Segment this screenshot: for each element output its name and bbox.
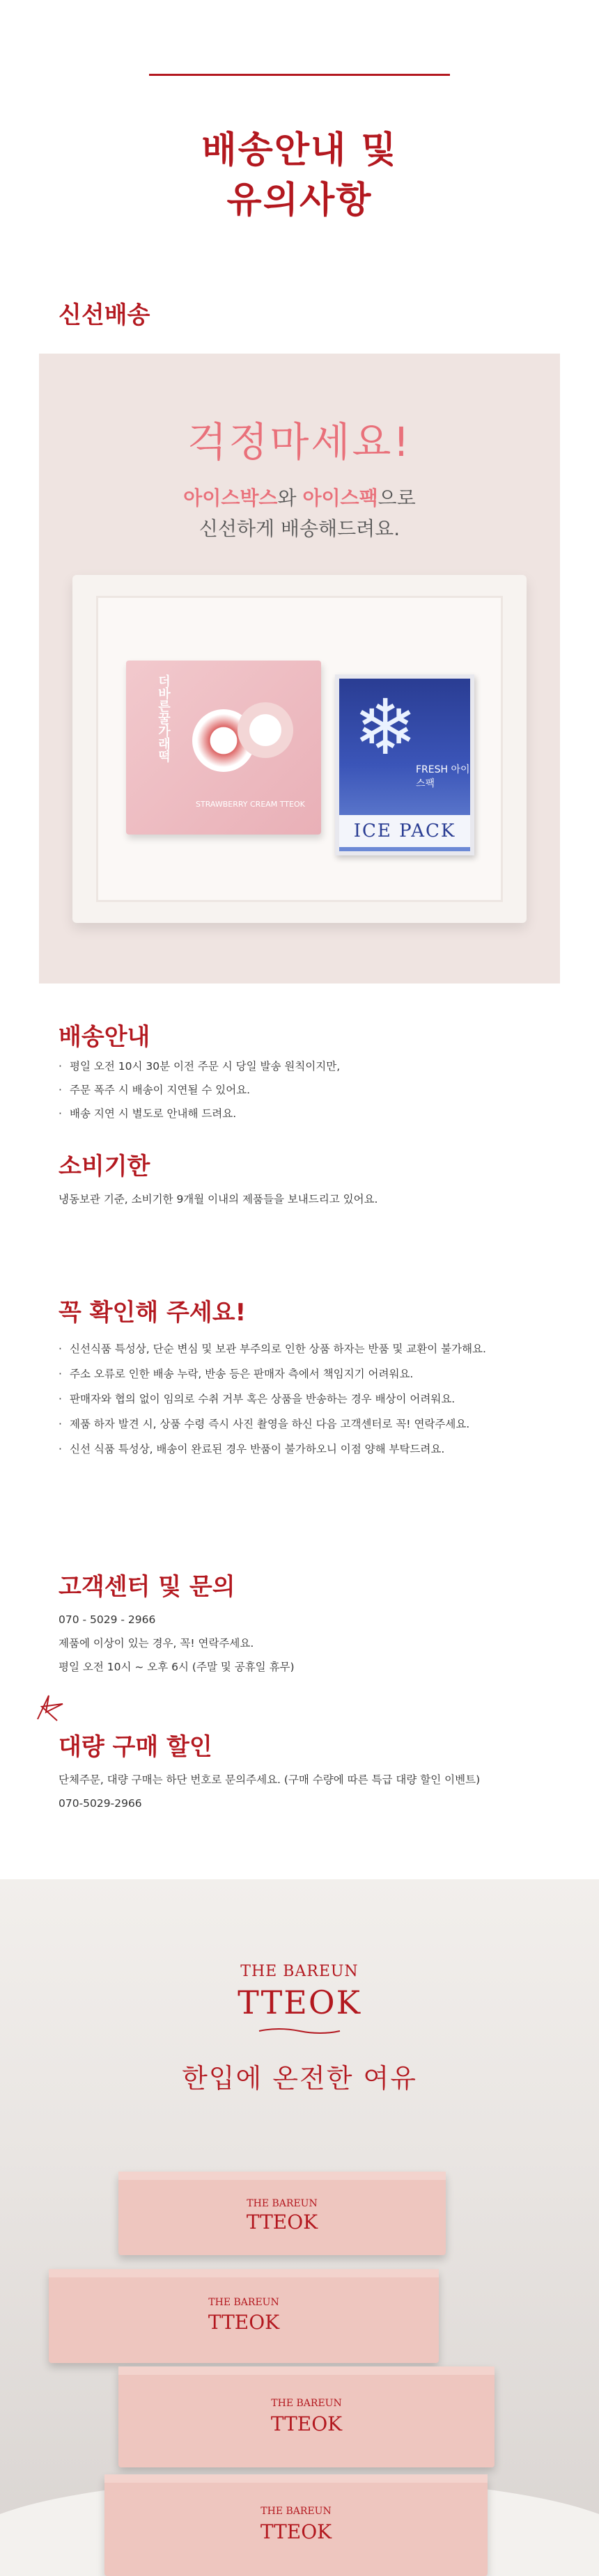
list-item: · 신선 식품 특성상, 배송이 완료된 경우 반품이 불가하오니 이점 양해 부탁드려요. bbox=[59, 1437, 486, 1462]
support-phone: 070 - 5029 - 2966 bbox=[59, 1613, 156, 1626]
gift-box-brand: TTEOK bbox=[270, 2412, 343, 2435]
delivery-heading: 배송안내 bbox=[59, 1023, 150, 1051]
gift-box-brand: TTEOK bbox=[260, 2520, 332, 2543]
gift-box-lid bbox=[118, 2366, 495, 2375]
product-subtitle: STRAWBERRY CREAM TTEOK bbox=[196, 800, 305, 809]
ice-pack-tag: FRESH 아이스팩 bbox=[416, 764, 470, 789]
page-title-line2: 유의사항 bbox=[226, 180, 373, 221]
delivery-info bbox=[59, 1054, 340, 1125]
gift-box-brand: TTEOK bbox=[208, 2311, 280, 2334]
ice-pack-label: ICE PACK bbox=[339, 815, 470, 847]
fresh-delivery-card bbox=[39, 354, 560, 983]
list-item: · 주소 오류로 인한 배송 누락, 반송 등은 판매자 측에서 책임지기 어려워요. bbox=[59, 1361, 486, 1386]
fresh-line1 bbox=[39, 483, 560, 511]
top-divider bbox=[149, 74, 450, 76]
support-info bbox=[59, 1608, 295, 1679]
icepack-highlight: 아이스팩 bbox=[302, 487, 378, 509]
product-box-image bbox=[126, 661, 321, 835]
gift-box-brand-small: THE BAREUN bbox=[208, 2297, 279, 2308]
support-line2: 제품에 이상이 있는 경우, 꼭! 연락주세요. bbox=[59, 1637, 254, 1650]
brand-photo-section bbox=[0, 1879, 599, 2576]
ice-pack-image bbox=[335, 674, 474, 855]
gift-box-4 bbox=[104, 2474, 488, 2576]
ice-box-photo bbox=[72, 575, 527, 923]
bulk-info bbox=[59, 1768, 480, 1815]
ice-box-interior bbox=[96, 596, 503, 902]
bulk-text: 단체주문, 대량 구매는 하단 번호로 문의주세요. (구매 수량에 따른 특급 대량 할인 이벤트) bbox=[59, 1773, 481, 1786]
gift-box-brand-small: THE BAREUN bbox=[247, 2198, 318, 2209]
bulk-heading: 대량 구매 할인 bbox=[59, 1733, 212, 1761]
page-title bbox=[0, 125, 599, 226]
gift-box-brand-small: THE BAREUN bbox=[260, 2506, 332, 2517]
list-item: · 판매자와 협의 없이 임의로 수취 거부 혹은 상품을 반송하는 경우 배상이 어려워요. bbox=[59, 1386, 486, 1412]
gift-box-lid bbox=[118, 2172, 446, 2180]
bulk-phone: 070-5029-2966 bbox=[59, 1797, 142, 1810]
gift-box-brand-small: THE BAREUN bbox=[271, 2398, 342, 2409]
brand-top: THE BAREUN bbox=[240, 1963, 359, 1980]
fresh-line1-b: 와 bbox=[277, 487, 303, 509]
expiry-text: 냉동보관 기준, 소비기한 9개월 이내의 제품들을 보내드리고 있어요. bbox=[59, 1193, 378, 1206]
check-heading: 꼭 확인해 주세요! bbox=[59, 1299, 247, 1327]
product-name: 더바른꿀가래떡 bbox=[156, 674, 171, 762]
fresh-headline: 걱정마세요! bbox=[187, 418, 412, 466]
gift-box-brand: TTEOK bbox=[246, 2211, 318, 2234]
snowflake-icon: ❄ bbox=[353, 683, 418, 772]
brand-logo: TTEOK bbox=[238, 1984, 361, 2021]
support-hours: 평일 오전 10시 ~ 오후 6시 (주말 및 공휴일 휴무) bbox=[59, 1661, 295, 1673]
brand-tagline: 한입에 온전한 여유 bbox=[182, 2063, 417, 2094]
gift-box-1 bbox=[118, 2172, 446, 2255]
fresh-heading: 신선배송 bbox=[59, 301, 150, 329]
fresh-line2: 신선하게 배송해드려요. bbox=[199, 517, 400, 540]
list-item: · 제품 하자 발견 시, 상품 수령 즉시 사진 촬영을 하신 다음 고객센터로 꼭! 연락주세요. bbox=[59, 1412, 486, 1437]
continuation-text: 주문 폭주 시 배송이 지연될 수 있어요. bbox=[70, 1084, 251, 1096]
icebox-highlight: 아이스박스 bbox=[183, 487, 278, 509]
check-list bbox=[59, 1336, 486, 1462]
sparkle-icon bbox=[32, 1691, 65, 1725]
page-title-line1: 배송안내 및 bbox=[201, 129, 398, 171]
fresh-line1-d: 으로 bbox=[378, 487, 416, 509]
list-item: · 평일 오전 10시 30분 이전 주문 시 당일 발송 원칙이지만, bbox=[59, 1054, 340, 1078]
gift-box-lid bbox=[104, 2474, 488, 2483]
gift-box-lid bbox=[49, 2269, 439, 2277]
support-heading: 고객센터 및 문의 bbox=[59, 1573, 235, 1601]
brand-underline bbox=[258, 2027, 341, 2035]
gift-box-2 bbox=[49, 2269, 439, 2363]
list-item-continuation bbox=[59, 1078, 340, 1102]
gift-box-3 bbox=[118, 2366, 495, 2467]
list-item: · 신선식품 특성상, 단순 변심 및 보관 부주의로 인한 상품 하자는 반품 및 교환이 불가해요. bbox=[59, 1336, 486, 1361]
expiry-heading: 소비기한 bbox=[59, 1153, 150, 1180]
product-rice-cake-image-2 bbox=[238, 702, 293, 758]
list-item: · 배송 지연 시 별도로 안내해 드려요. bbox=[59, 1102, 340, 1125]
